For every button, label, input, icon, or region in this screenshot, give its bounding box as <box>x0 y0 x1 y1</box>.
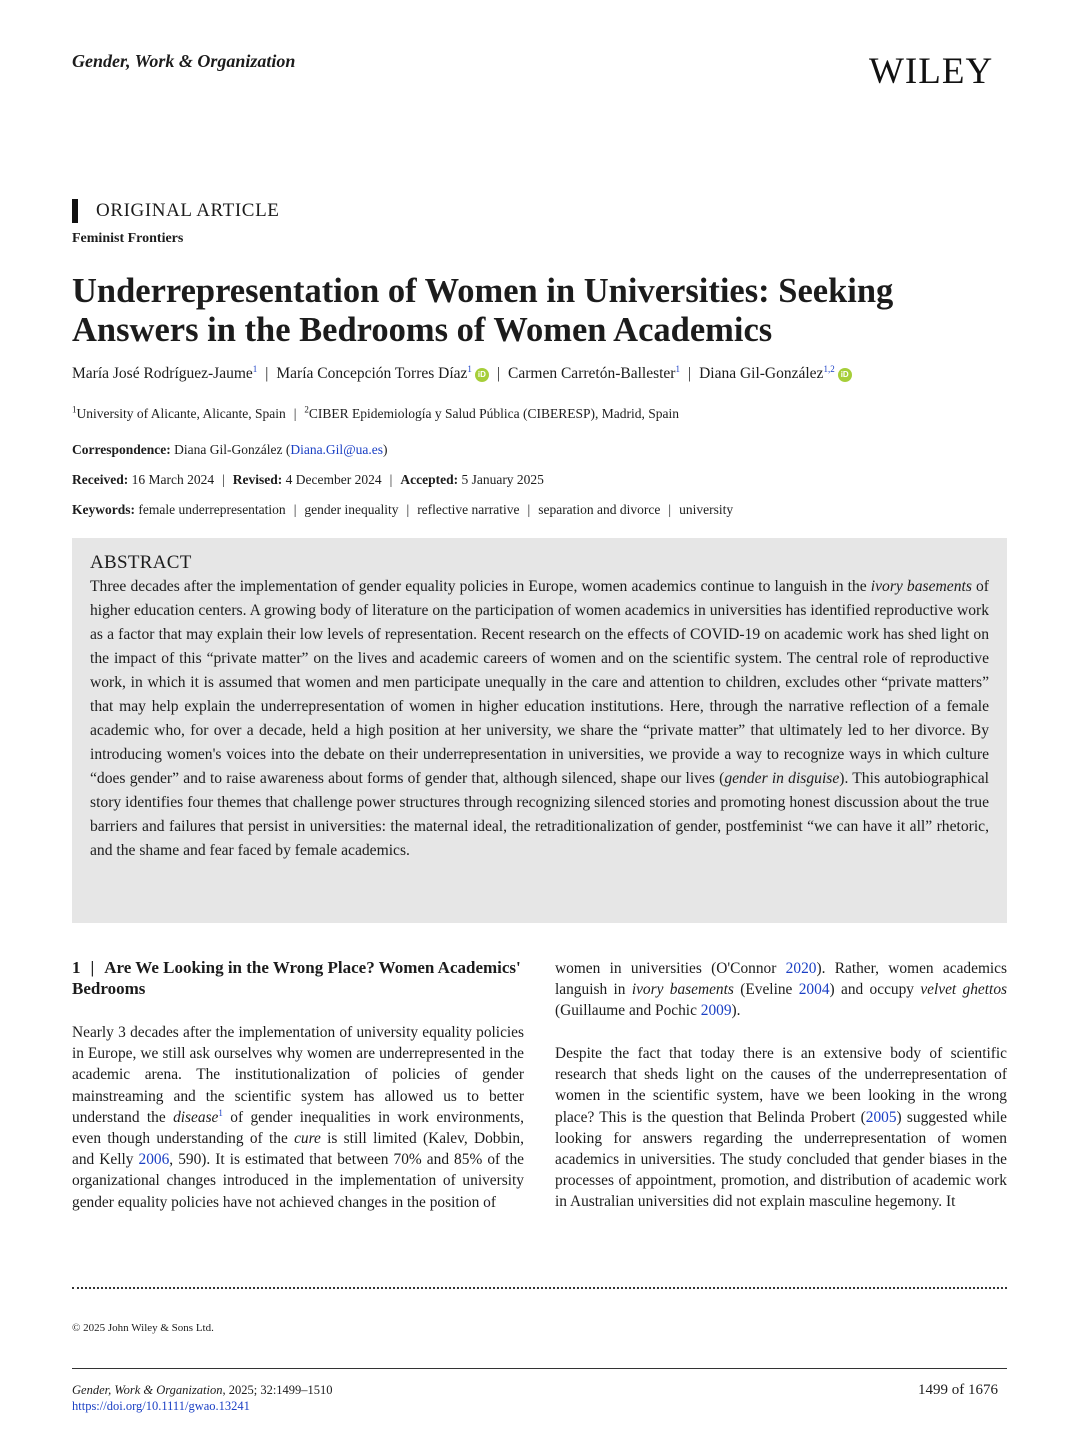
journal-name: Gender, Work & Organization <box>72 51 296 71</box>
date-label: Revised: <box>232 472 283 487</box>
section-heading-text: Are We Looking in the Wrong Place? Women Academics' Bedrooms <box>72 958 521 998</box>
section-heading <box>72 957 527 999</box>
citation-journal: Gender, Work & Organization <box>72 1383 223 1397</box>
text-run: ). Rather, women academics languish in <box>555 960 1008 999</box>
author-affiliation-marker: 1 <box>252 363 258 374</box>
footnote-divider <box>72 1287 1007 1289</box>
text-run: , 590). It is estimated that between 70% and 85% of the organizational changes introduced in the implementation of university gender equality policies have not achieved changes in the position of <box>72 1151 524 1211</box>
text-run: of higher education centers. A growing body of literature on the participation of women academics in universities has identified reproductive work as a factor that may explain their low levels of representation. Recent research on the effects of COVID-19 on academic work has shed light on the impact of this “private matter” on the lives and academic careers of women and on the scientific system. The central role of reproductive work, in which it is assumed that women and men participate unequally in the care and attention to children, excludes other “private matters” that may help explain the underrepresentation of women in higher education institutions. Here, through the narrative reflection of a female academic who, for over a decade, held a high position at her university, we share the “private matter” that ultimately led to her divorce. By introducing women's voices into the debate on their underrepresentation in universities, we provide a way to recognize ways in which culture “does gender” and to raise awareness about forms of gender that, although silenced, shape our lives ( <box>90 578 989 787</box>
affiliation-text: University of Alicante, Alicante, Spain <box>76 406 286 421</box>
citation-link[interactable]: 2009 <box>700 1002 732 1020</box>
doi-link[interactable]: https://doi.org/10.1111/gwao.13241 <box>72 1399 250 1413</box>
author-name[interactable]: Diana Gil-González <box>699 365 824 382</box>
affiliation-number: 2 <box>304 404 309 415</box>
abstract-heading: ABSTRACT <box>90 552 192 573</box>
italic-term: cure <box>294 1130 321 1148</box>
separator: | <box>687 365 692 382</box>
author-list <box>72 365 852 383</box>
citation-block <box>72 1382 333 1414</box>
keyword[interactable]: reflective narrative <box>417 502 520 517</box>
keywords <box>72 502 733 518</box>
separator: | <box>293 406 297 421</box>
page-number: 1499 of 1676 <box>918 1382 998 1398</box>
italic-term: velvet ghettos <box>920 981 1008 999</box>
correspondence-label: Correspondence: <box>72 442 171 457</box>
publisher-logo: WILEY <box>869 51 994 92</box>
orcid-icon[interactable]: iD <box>475 368 489 382</box>
affiliation-number: 1 <box>72 404 77 415</box>
section-number: 1 <box>72 958 81 977</box>
abstract-box <box>72 538 1007 923</box>
correspondence-name: Diana Gil-González <box>174 442 283 457</box>
author-name[interactable]: María José Rodríguez-Jaume <box>72 365 253 382</box>
text-run: ) and occupy <box>829 981 921 999</box>
text-run: (Guillaume and Pochic <box>555 1002 701 1020</box>
separator: | <box>293 502 297 517</box>
text-run: women in universities (O'Connor <box>555 960 786 977</box>
separator: | <box>496 365 501 382</box>
text-run: of gender inequalities in work environments, even though understanding of the <box>72 1108 524 1148</box>
separator: | <box>406 502 410 517</box>
date-value: 5 January 2025 <box>461 472 544 487</box>
keyword[interactable]: female underrepresentation <box>138 502 286 517</box>
keyword[interactable]: university <box>679 502 734 517</box>
italic-term: ivory basements <box>631 981 734 999</box>
correspondence-email-link[interactable]: Diana.Gil@ua.es <box>290 442 383 457</box>
text-run: Three decades after the implementation of gender equality policies in Europe, women academics continue to languish in the <box>90 578 871 595</box>
text-run: ). <box>731 1002 741 1020</box>
text-run: is still limited (Kalev, Dobbin, and Kelly <box>72 1130 524 1169</box>
separator: | <box>527 502 531 517</box>
separator: | <box>222 472 225 487</box>
author-name[interactable]: María Concepción Torres Díaz <box>276 365 468 382</box>
date-value: 16 March 2024 <box>131 472 215 487</box>
text-run: Nearly 3 decades after the implementation of university equality policies in Europe, we still ask ourselves why women are underrepresented in the academic arena. The institutionalization of policies of gender mainstreaming and the scientific system has allowed us to better understand the <box>72 1024 524 1126</box>
citation-link[interactable]: 2020 <box>785 960 817 977</box>
text-run: ). This autobiographical story identifies four themes that challenge power structures through recognizing silenced stories and promoting honest discussion about the true barriers and failures that persist in universities: the maternal ideal, the retraditionalization of gender, postfeminist “we can have it all” rhetoric, and the shame and fear faced by female academics. <box>90 770 989 859</box>
article-dates <box>72 472 544 488</box>
section-label: Feminist Frontiers <box>72 231 184 246</box>
keywords-label: Keywords: <box>72 502 135 517</box>
citation-link[interactable]: 2004 <box>798 981 830 999</box>
keyword[interactable]: separation and divorce <box>538 502 661 517</box>
orcid-icon[interactable]: iD <box>838 368 852 382</box>
author-name[interactable]: Carmen Carretón-Ballester <box>508 365 676 382</box>
separator: | <box>389 472 393 487</box>
copyright-notice: © 2025 John Wiley & Sons Ltd. <box>72 1322 214 1334</box>
affiliation-text: CIBER Epidemiología y Salud Pública (CIBERESP), Madrid, Spain <box>308 406 680 421</box>
author-affiliation-marker: 1 <box>467 363 472 374</box>
body-paragraph-1 <box>72 1022 524 1213</box>
citation-link[interactable]: 2005 <box>865 1108 897 1126</box>
author-affiliation-marker: 1,2 <box>823 363 835 374</box>
body-paragraph-3 <box>555 1043 1007 1213</box>
italic-term: ivory basements <box>870 578 972 595</box>
abstract-text <box>90 575 989 863</box>
footnote-marker[interactable]: 1 <box>218 1107 223 1118</box>
separator: | <box>265 365 269 382</box>
italic-term: gender in disguise <box>724 770 840 787</box>
section-divider: | <box>90 958 95 977</box>
text-run: (Eveline <box>733 981 799 999</box>
footer-divider <box>72 1368 1007 1369</box>
italic-term: disease <box>173 1108 219 1126</box>
text-run: Despite the fact that today there is an extensive body of scientific research that sheds light on the causes of the underrepresentation of women in the scientific system, have we been looking in the wrong place? This is the question that Belinda Probert ( <box>555 1045 1007 1126</box>
text-run: ) suggested while looking for answers regarding the underrepresentation of women academics in universities. The study concluded that gender biases in the processes of appointment, promotion, and distribution of academic work in Australian universities did not explain masculine hegemony. It <box>555 1108 1008 1211</box>
citation-link[interactable]: 2006 <box>138 1151 170 1169</box>
keyword[interactable]: gender inequality <box>304 502 399 517</box>
article-title: Underrepresentation of Women in Universities: Seeking Answers in the Bedrooms of Women Academics <box>72 272 894 349</box>
separator: | <box>668 502 672 517</box>
author-affiliation-marker: 1 <box>675 363 680 374</box>
date-label: Accepted: <box>400 472 459 487</box>
affiliations <box>72 406 679 422</box>
correspondence: Correspondence: Diana Gil-González (Diana.Gil@ua.es) <box>72 442 388 457</box>
date-label: Received: <box>72 472 129 487</box>
date-value: 4 December 2024 <box>285 472 382 487</box>
citation-volume: , 2025; 32:1499–1510 <box>222 1383 333 1397</box>
article-type: ORIGINAL ARTICLE <box>72 199 280 223</box>
body-paragraph-2 <box>555 958 1007 1022</box>
